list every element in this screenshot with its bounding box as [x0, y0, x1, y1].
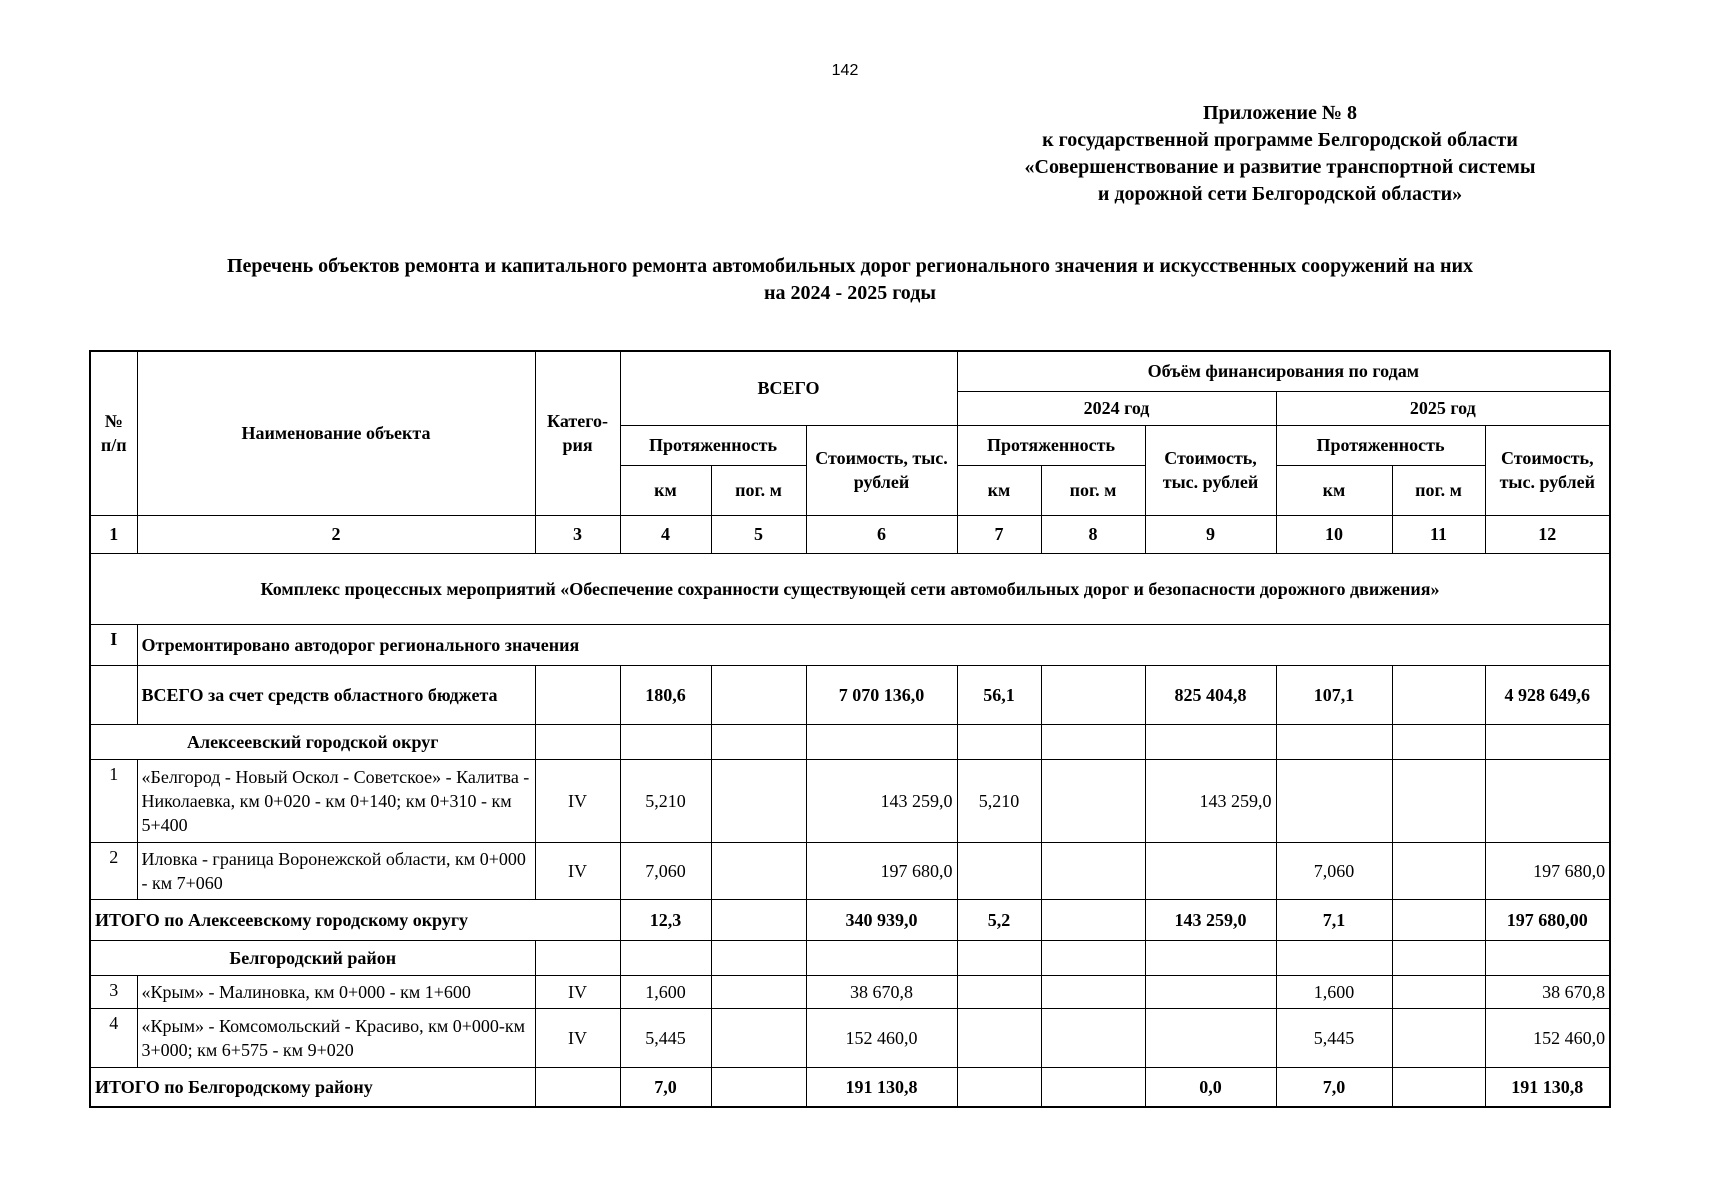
row-cost: 38 670,8	[806, 975, 957, 1008]
district-total-km: 7,0	[620, 1067, 711, 1107]
grand-total-cost-2024: 825 404,8	[1145, 665, 1276, 724]
empty-cell	[957, 724, 1041, 759]
row-km: 5,210	[620, 759, 711, 842]
header-pogm-total: пог. м	[711, 465, 806, 515]
row-pogm-2024	[1041, 1008, 1145, 1067]
empty-cell	[1276, 940, 1392, 975]
table-row	[90, 1008, 1610, 1067]
section-name: Отремонтировано автодорог регионального значения	[137, 624, 1610, 665]
row-cost-2025	[1485, 759, 1610, 842]
table-row	[90, 975, 1610, 1008]
row-km-2024: 5,210	[957, 759, 1041, 842]
grand-total-num	[90, 665, 137, 724]
grand-total-km-2025: 107,1	[1276, 665, 1392, 724]
grand-total-pogm-2025	[1392, 665, 1485, 724]
district-total-row	[90, 899, 1610, 940]
district-total-cost-2024: 143 259,0	[1145, 899, 1276, 940]
column-number: 6	[806, 515, 957, 553]
row-name: Иловка - граница Воронежской области, км 0+000 - км 7+060	[137, 842, 535, 899]
header-year-2025: 2025 год	[1276, 391, 1610, 425]
grand-total-pogm-2024	[1041, 665, 1145, 724]
document-title	[100, 253, 1600, 307]
district-total-name: ИТОГО по Алексеевскому городскому округу	[90, 899, 620, 940]
row-km-2025	[1276, 759, 1392, 842]
column-number: 3	[535, 515, 620, 553]
row-num: 1	[90, 759, 137, 842]
row-cost-2025: 152 460,0	[1485, 1008, 1610, 1067]
district-heading: Белгородский район	[90, 940, 535, 975]
section-num: I	[90, 624, 137, 665]
district-total-pogm-2025	[1392, 899, 1485, 940]
table-row	[90, 842, 1610, 899]
page-number: 142	[831, 62, 859, 79]
grand-total-category	[535, 665, 620, 724]
row-pogm-2024	[1041, 842, 1145, 899]
appendix-header	[960, 100, 1600, 208]
row-pogm-2025	[1392, 759, 1485, 842]
row-category: IV	[535, 975, 620, 1008]
row-name: «Белгород - Новый Оскол - Советское» - Калитва - Николаевка, км 0+020 - км 0+140; км 0+310 - км 5+400	[137, 759, 535, 842]
row-cost: 152 460,0	[806, 1008, 957, 1067]
row-category: IV	[535, 759, 620, 842]
district-heading: Алексеевский городской округ	[90, 724, 535, 759]
row-km-2024	[957, 842, 1041, 899]
grand-total-cost-2025: 4 928 649,6	[1485, 665, 1610, 724]
column-number: 8	[1041, 515, 1145, 553]
district-total-km-2024: 5,2	[957, 899, 1041, 940]
district-total-cost-2025: 197 680,00	[1485, 899, 1610, 940]
appendix-line-1: Приложение № 8	[1202, 102, 1358, 124]
empty-cell	[1145, 724, 1276, 759]
empty-cell	[1392, 940, 1485, 975]
empty-cell	[535, 724, 620, 759]
district-total-cost-2025: 191 130,8	[1485, 1067, 1610, 1107]
row-cost: 143 259,0	[806, 759, 957, 842]
empty-cell	[620, 724, 711, 759]
column-number: 5	[711, 515, 806, 553]
row-name: «Крым» - Комсомольский - Красиво, км 0+000-км 3+000; км 6+575 - км 9+020	[137, 1008, 535, 1067]
column-number: 1	[90, 515, 137, 553]
document-title-line-2: на 2024 - 2025 годы	[764, 282, 936, 304]
row-pogm-2025	[1392, 842, 1485, 899]
header-cost-2025: Стоимость, тыс. рублей	[1485, 425, 1610, 515]
empty-cell	[711, 724, 806, 759]
empty-cell	[711, 940, 806, 975]
district-total-name: ИТОГО по Белгородскому району	[90, 1067, 535, 1107]
empty-cell	[957, 940, 1041, 975]
row-km-2025: 1,600	[1276, 975, 1392, 1008]
district-total-pogm	[711, 899, 806, 940]
grand-total-km-2024: 56,1	[957, 665, 1041, 724]
row-num: 3	[90, 975, 137, 1008]
header-length-2025: Протяженность	[1276, 425, 1485, 465]
district-total-km-2024	[957, 1067, 1041, 1107]
column-number: 7	[957, 515, 1041, 553]
row-cost-2024	[1145, 1008, 1276, 1067]
district-total-cost-2024: 0,0	[1145, 1067, 1276, 1107]
row-pogm-2025	[1392, 1008, 1485, 1067]
header-cost-total: Стоимость, тыс. рублей	[806, 425, 957, 515]
header-cost-2024: Стоимость, тыс. рублей	[1145, 425, 1276, 515]
district-total-cost: 191 130,8	[806, 1067, 957, 1107]
row-km-2024	[957, 1008, 1041, 1067]
table-row	[90, 759, 1610, 842]
district-total-km: 12,3	[620, 899, 711, 940]
header-total: ВСЕГО	[620, 351, 957, 425]
header-financing: Объём финансирования по годам	[957, 351, 1610, 391]
empty-cell	[535, 940, 620, 975]
row-cost-2025: 197 680,0	[1485, 842, 1610, 899]
column-number: 11	[1392, 515, 1485, 553]
empty-cell	[620, 940, 711, 975]
row-pogm-2024	[1041, 975, 1145, 1008]
row-num: 2	[90, 842, 137, 899]
header-pogm-2024: пог. м	[1041, 465, 1145, 515]
row-pogm-2025	[1392, 975, 1485, 1008]
header-length-2024: Протяженность	[957, 425, 1145, 465]
district-total-row	[90, 1067, 1610, 1107]
objects-table	[89, 350, 1611, 1108]
header-km-2024: км	[957, 465, 1041, 515]
empty-cell	[1485, 940, 1610, 975]
district-total-pogm-2024	[1041, 1067, 1145, 1107]
row-cost-2024	[1145, 842, 1276, 899]
header-year-2024: 2024 год	[957, 391, 1276, 425]
empty-cell	[1485, 724, 1610, 759]
row-km-2025: 5,445	[1276, 1008, 1392, 1067]
document-title-line-1: Перечень объектов ремонта и капитального ремонта автомобильных дорог регионального значения и искусственных сооружений на них	[226, 255, 1473, 277]
row-pogm	[711, 842, 806, 899]
row-km: 7,060	[620, 842, 711, 899]
grand-total-name: ВСЕГО за счет средств областного бюджета	[137, 665, 535, 724]
district-total-pogm-2025	[1392, 1067, 1485, 1107]
column-number: 10	[1276, 515, 1392, 553]
column-number: 2	[137, 515, 535, 553]
row-km-2025: 7,060	[1276, 842, 1392, 899]
row-km: 5,445	[620, 1008, 711, 1067]
district-total-pogm	[711, 1067, 806, 1107]
appendix-line-4: и дорожной сети Белгородской области»	[1097, 183, 1463, 205]
column-number: 4	[620, 515, 711, 553]
empty-cell	[1145, 940, 1276, 975]
district-total-km-2025: 7,0	[1276, 1067, 1392, 1107]
row-pogm-2024	[1041, 759, 1145, 842]
district-total-category	[535, 1067, 620, 1107]
grand-total-cost: 7 070 136,0	[806, 665, 957, 724]
row-pogm	[711, 759, 806, 842]
district-total-cost: 340 939,0	[806, 899, 957, 940]
empty-cell	[1041, 724, 1145, 759]
row-category: IV	[535, 1008, 620, 1067]
appendix-line-2: к государственной программе Белгородской области	[1042, 129, 1518, 151]
header-name: Наименование объекта	[137, 351, 535, 515]
row-cost: 197 680,0	[806, 842, 957, 899]
row-name: «Крым» - Малиновка, км 0+000 - км 1+600	[137, 975, 535, 1008]
header-length-total: Протяженность	[620, 425, 806, 465]
grand-total-pogm	[711, 665, 806, 724]
row-km-2024	[957, 975, 1041, 1008]
header-km-2025: км	[1276, 465, 1392, 515]
empty-cell	[1392, 724, 1485, 759]
row-km: 1,600	[620, 975, 711, 1008]
row-category: IV	[535, 842, 620, 899]
header-num: № п/п	[90, 351, 137, 515]
district-total-km-2025: 7,1	[1276, 899, 1392, 940]
row-cost-2024: 143 259,0	[1145, 759, 1276, 842]
column-number: 12	[1485, 515, 1610, 553]
row-cost-2024	[1145, 975, 1276, 1008]
row-pogm	[711, 975, 806, 1008]
district-total-pogm-2024	[1041, 899, 1145, 940]
row-cost-2025: 38 670,8	[1485, 975, 1610, 1008]
empty-cell	[1041, 940, 1145, 975]
row-num: 4	[90, 1008, 137, 1067]
empty-cell	[806, 940, 957, 975]
empty-cell	[806, 724, 957, 759]
complex-heading: Комплекс процессных мероприятий «Обеспечение сохранности существующей сети автомобильных дорог и безопасности дорожного движения»	[90, 553, 1610, 624]
empty-cell	[1276, 724, 1392, 759]
column-number: 9	[1145, 515, 1276, 553]
row-pogm	[711, 1008, 806, 1067]
header-category: Катего-рия	[535, 351, 620, 515]
grand-total-km: 180,6	[620, 665, 711, 724]
header-km-total: км	[620, 465, 711, 515]
appendix-line-3: «Совершенствование и развитие транспортной системы	[1024, 156, 1536, 178]
header-pogm-2025: пог. м	[1392, 465, 1485, 515]
